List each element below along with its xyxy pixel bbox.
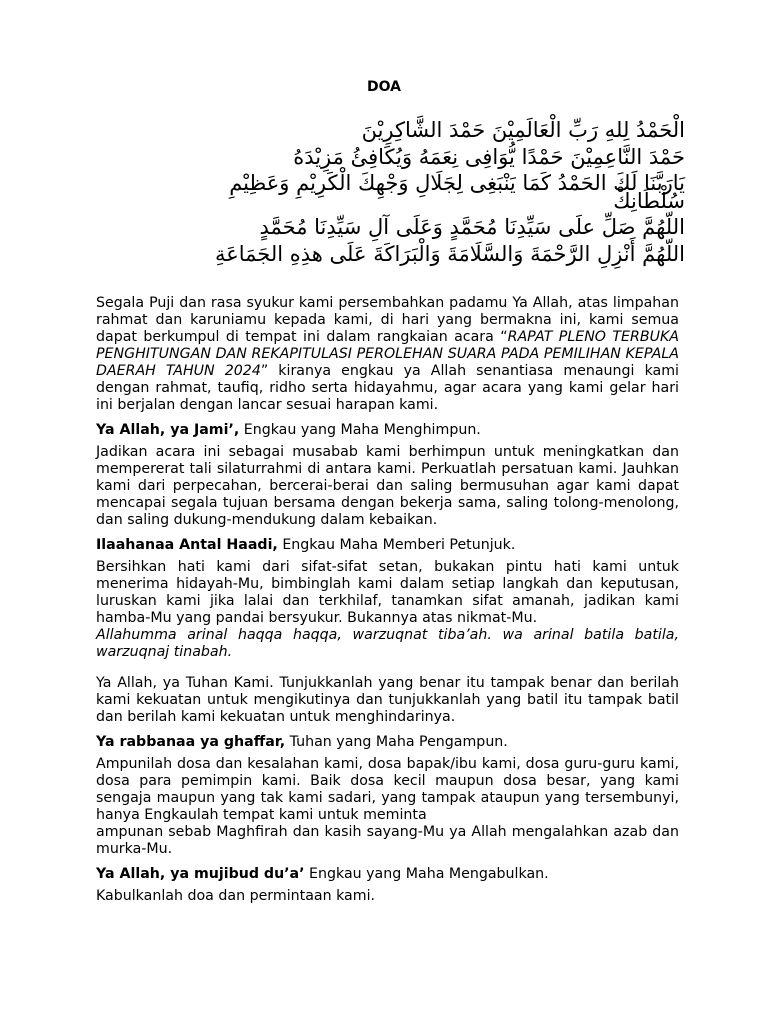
arabic-line: اللّهُمَّ صَلِّ علَى سَيِّدِنَا مُحَمَّدٍ وَعَلَى آلِ سَيِّدِنَا مُحَمَّدٍ bbox=[259, 215, 685, 239]
section-heading-jami bbox=[96, 422, 679, 439]
heading-rest: Engkau yang Maha Mengabulkan. bbox=[304, 866, 549, 882]
section-heading-haadi bbox=[96, 537, 679, 554]
document-body bbox=[96, 295, 679, 905]
heading-rest: Tuhan yang Maha Pengampun. bbox=[285, 734, 508, 750]
arabic-opening-prayer bbox=[150, 117, 685, 267]
heading-bold: Ya rabbanaa ya ghaffar, bbox=[96, 734, 286, 750]
ghaffar-paragraph-a: Ampunilah dosa dan kesalahan kami, dosa bapak/ibu kami, dosa guru-guru kami, dosa para pemimpin kami. Baik dosa kecil maupun dosa besar, yang kami sengaja maupun yang tak kami sadari, yang tampak ataupun yang tersembunyi, hanya Engkaulah tempat kami untuk meminta bbox=[96, 756, 679, 823]
heading-bold: Ya Allah, ya Jami’, bbox=[96, 422, 240, 438]
jami-paragraph: Jadikan acara ini sebagai musabab kami berhimpun untuk meningkatkan dan mempererat tali silaturrahmi di antara kami. Perkuatlah persatuan kami. Jauhkan kami dari perpecahan, bercerai-berai dan saling bermusuhan agar kami dapat mencapai segala tujuan bersama dengan bekerja sama, saling tolong-menolong, dan saling dukung-mendukung dalam kebaikan. bbox=[96, 444, 679, 528]
arabic-line: يَارَبَّنَا لَكَ الحَمْدُ كَمَا يَنْبَغِى لِجَلَالِ وَجْهِكَ الْكَرِيْمِ وَعَظِيْمِ bbox=[229, 171, 685, 195]
intro-text-after: ” kiranya engkau ya Allah senantiasa menaungi kami dengan rahmat, taufiq, ridho serta hidayahmu, agar acara yang kami gelar hari ini berjalan dengan lancar sesuai harapan kami. bbox=[96, 363, 679, 413]
mujib-paragraph: Kabulkanlah doa dan permintaan kami. bbox=[96, 888, 376, 904]
haadi-italic-prayer: Allahumma arinal haqqa haqqa, warzuqnat tiba’ah. wa arinal batila batila, warzuqnaj tinabah. bbox=[96, 627, 679, 660]
haadi-paragraph: Bersihkan hati kami dari sifat-sifat setan, bukakan pintu hati kami untuk menerima hidayah-Mu, bimbinglah kami dalam setiap langkah dan keputusan, luruskan kami jika lalai dan terkhilaf, tanamkan sifat amanah, jadikan kami hamba-Mu yang pandai bersyukur. Bukannya atas nikmat-Mu. bbox=[96, 559, 679, 626]
ghaffar-paragraph-b: ampunan sebab Maghfirah dan kasih sayang-Mu ya Allah mengalahkan azab dan murka-Mu. bbox=[96, 824, 679, 857]
arabic-line: حَمْدَ النَّاعِمِيْنَ حَمْدًا يُّوَافِى نِعَمَهُ وَيُكَافِئُ مَزِيْدَهُ bbox=[293, 144, 685, 169]
intro-text-before: Segala Puji dan rasa syukur kami persembahkan padamu Ya Allah, atas limpahan rahmat dan karuniamu kepada kami, di hari yang bermakna ini, kami semua dapat berkumpul di tempat ini dalam rangkaian acara “ bbox=[96, 295, 679, 345]
arabic-line: اللّهُمَّ أَنْزِلِ الرَّحْمَةَ وَالسَّلَامَةَ وَالْبَرَاكَةَ عَلَى هذِهِ الجَمَاعَةِ bbox=[214, 241, 685, 266]
heading-rest: Engkau yang Maha Menghimpun. bbox=[239, 422, 481, 438]
section-heading-mujib bbox=[96, 866, 679, 883]
doc-title: DOA bbox=[367, 79, 401, 95]
arabic-line: سُلْطَانِكْ bbox=[613, 188, 685, 213]
haadi-paragraph-2: Ya Allah, ya Tuhan Kami. Tunjukkanlah yang benar itu tampak benar dan berilah kami kekuatan untuk mengikutinya dan tunjukkanlah yang batil itu tampak batil dan berilah kami kekuatan untuk menghindarinya. bbox=[96, 675, 679, 725]
arabic-line: الْحَمْدُ لِلهِ رَبِّ الْعَالَمِيْنَ حَمْدَ الشَّاكِرِيْنَ bbox=[361, 118, 685, 142]
intro-paragraph bbox=[96, 295, 679, 414]
heading-bold: Ilaahanaa Antal Haadi, bbox=[96, 537, 278, 553]
heading-rest: Engkau Maha Memberi Petunjuk. bbox=[277, 537, 516, 553]
event-name: RAPAT PLENO TERBUKA PENGHITUNGAN DAN REKAPITULASI PEROLEHAN SUARA PADA PEMILIHAN KEPALA DAERAH TAHUN 2024 bbox=[96, 329, 680, 379]
heading-bold: Ya Allah, ya mujibud du’a’ bbox=[96, 866, 305, 882]
section-heading-ghaffar bbox=[96, 734, 679, 751]
